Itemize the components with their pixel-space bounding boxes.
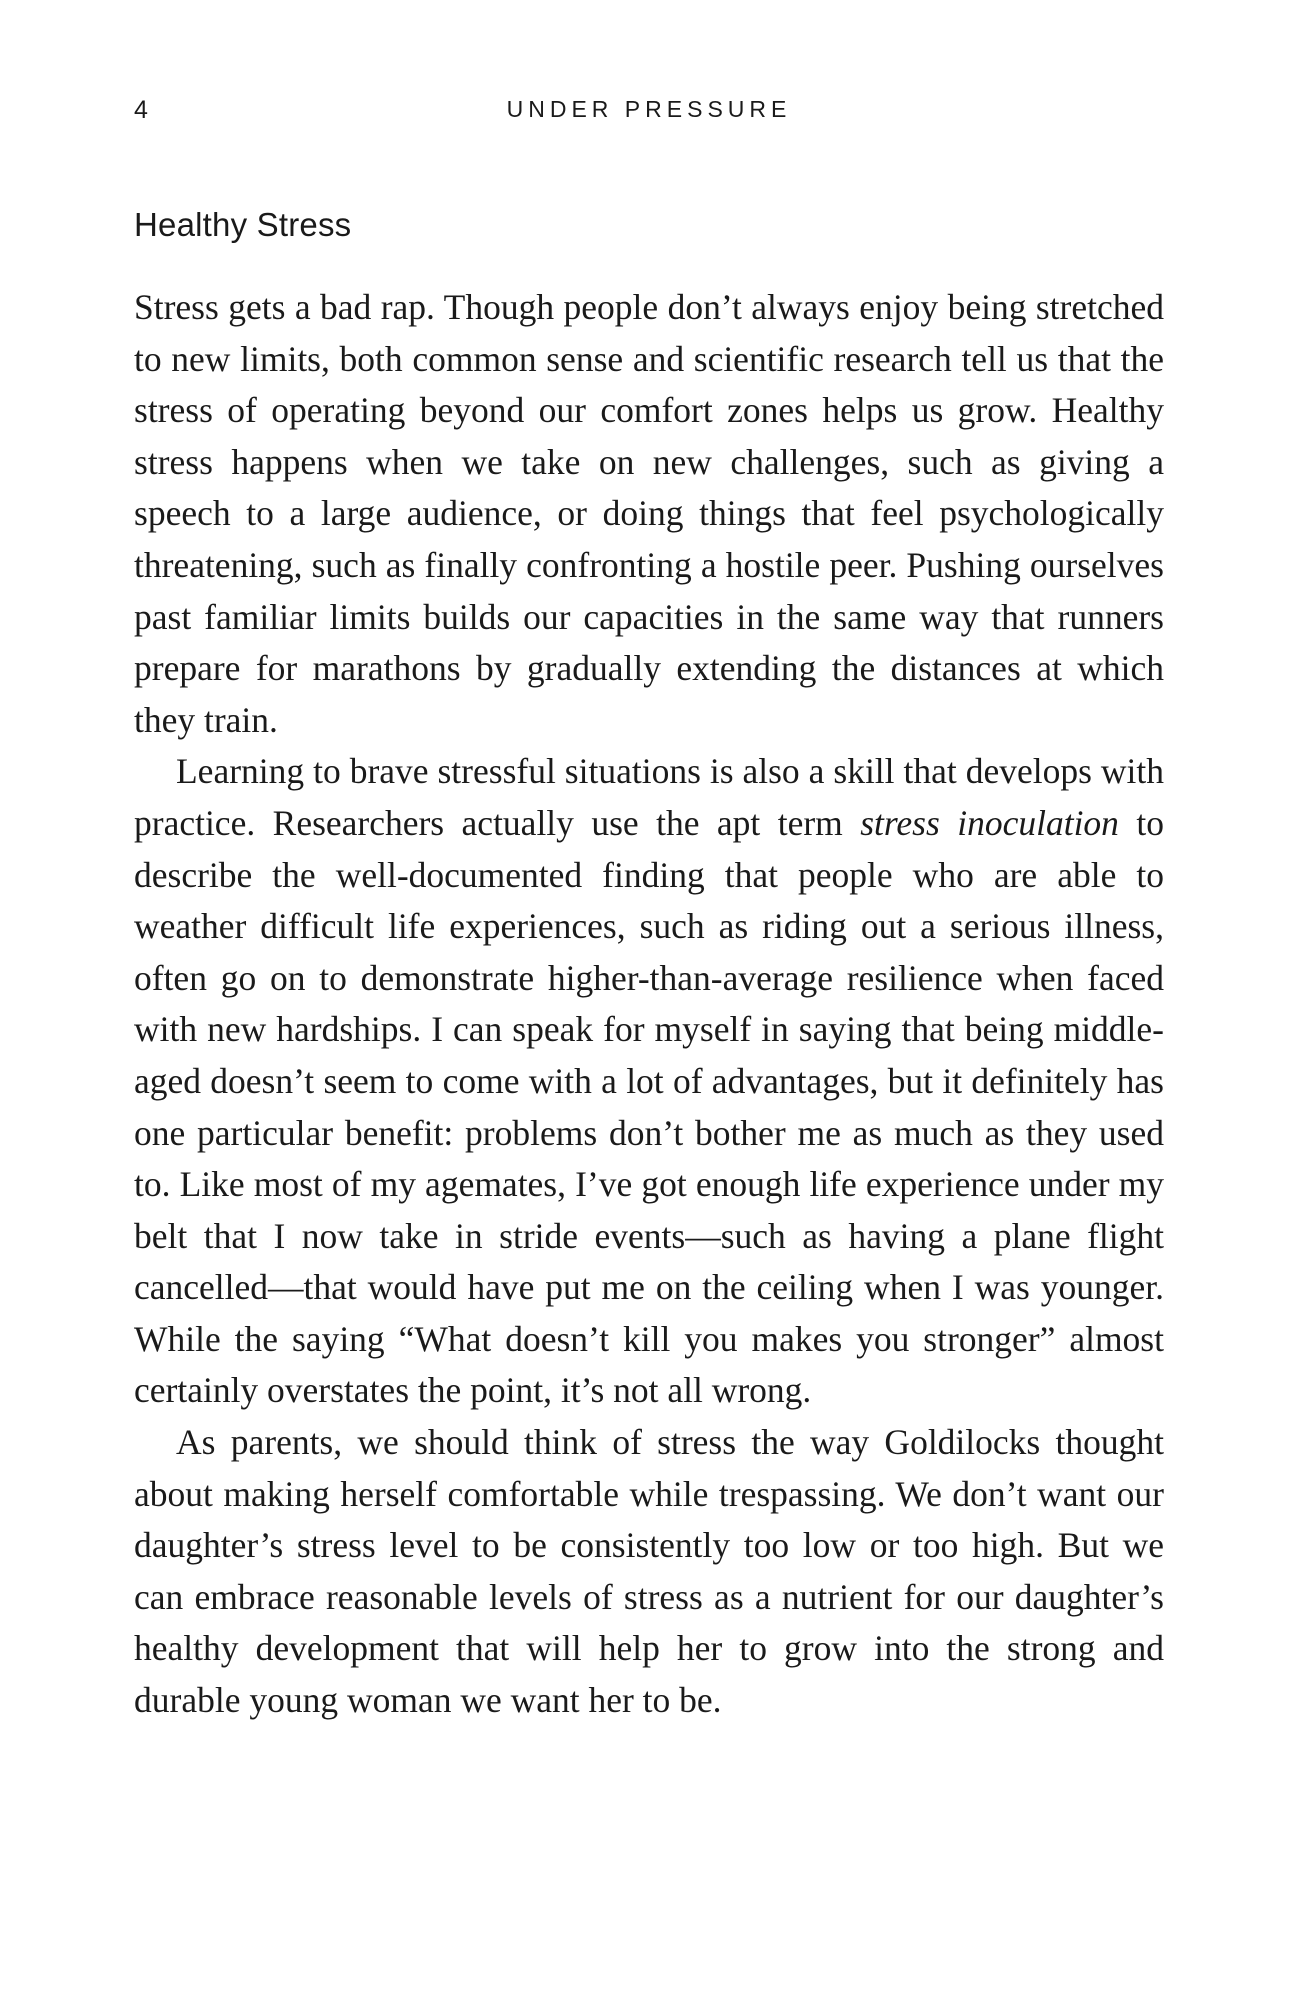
paragraph-2-rest: to describe the well-documented finding that people who are able to weather difficult life experiences, such as riding out a serious illness, often go on to demonstrate higher-than-average resilience when faced with new hardships. I can speak for myself in saying that being middle-aged doesn’t seem to come with a lot of advantages, but it definitely has one particular benefit: problems don’t bother me as much as they used to. Like most of my agemates, I’ve got enough life experience under my belt that I now take in stride events—such as having a plane flight cancelled—that would have put me on the ceiling when I was younger. While the saying “What doesn’t kill you makes you stronger” almost certainly overstates the point, it’s not all wrong. <box>134 802 1164 1411</box>
page-number: 4 <box>134 96 149 124</box>
paragraph-3: As parents, we should think of stress the way Goldilocks thought about making herself comfortable while trespassing. We don’t want our daughter’s stress level to be consistently too low or too high. But we can embrace reasonable levels of stress as a nutrient for our daughter’s healthy development that will help her to grow into the strong and durable young woman we want her to be. <box>134 1422 1164 1721</box>
section-heading: Healthy Stress <box>134 206 352 243</box>
running-title: UNDER PRESSURE <box>506 96 792 122</box>
running-head <box>134 96 1164 136</box>
paragraph-2-lead: Learning to brave stressful situations is also a skill that develops with practice. Researchers actually use the apt term <box>134 751 1164 843</box>
paragraph-1: Stress gets a bad rap. Though people don’t always enjoy being stretched to new limits, both common sense and scientific research tell us that the stress of operating beyond our comfort zones helps us grow. Healthy stress happens when we take on new challenges, such as giving a speech to a large audience, or doing things that feel psychologically threatening, such as finally confronting a hostile peer. Pushing ourselves past familiar limits builds our capacities in the same way that runners prepare for marathons by gradually extending the distances at which they train. <box>134 287 1164 740</box>
body-text <box>134 282 1164 1727</box>
italic-term: stress inoculation <box>860 802 1119 843</box>
paragraph-2 <box>134 746 1164 1417</box>
